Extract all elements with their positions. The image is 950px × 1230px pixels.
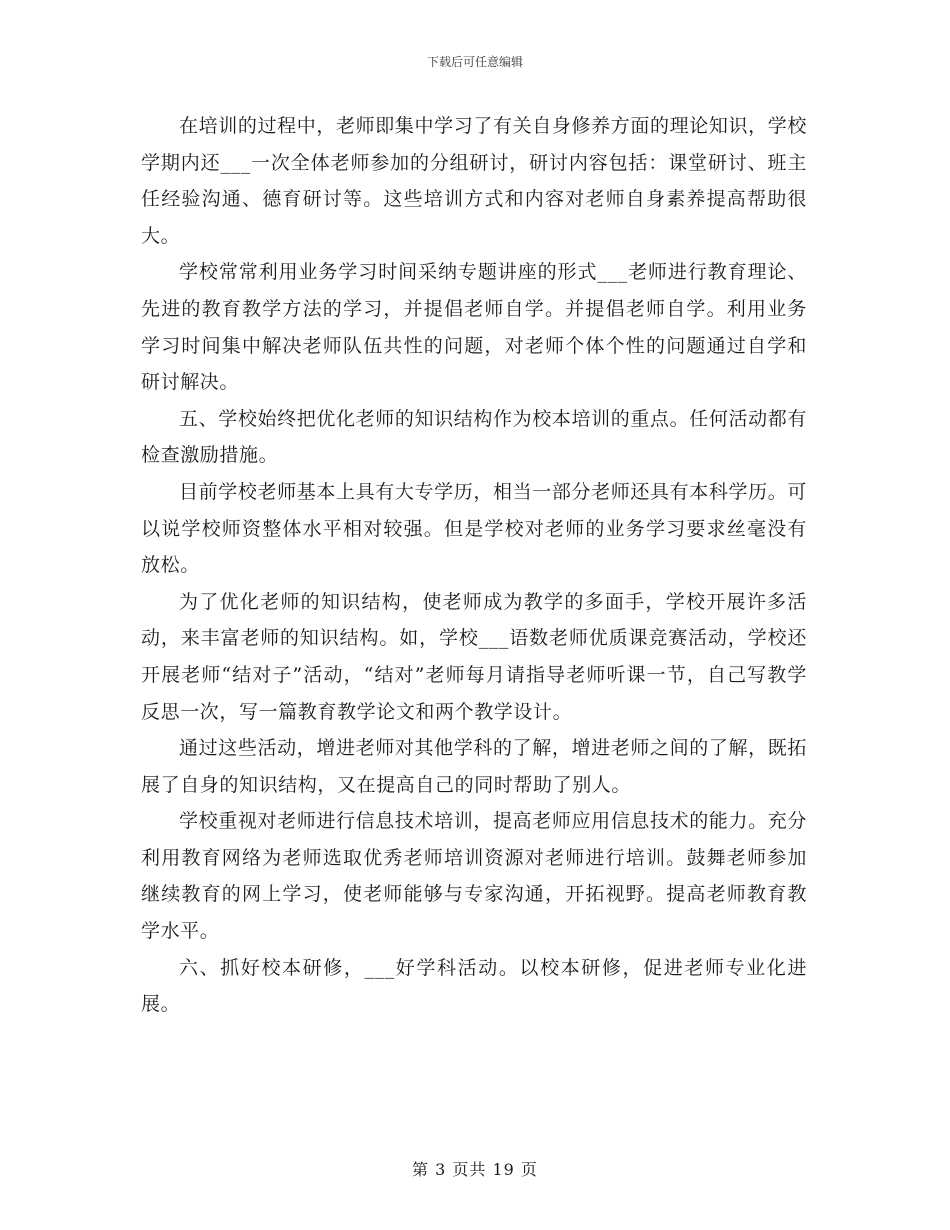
page-header: 下载后可任意编辑: [426, 55, 523, 69]
paragraph-section-six: 六、抓好校本研修，___好学科活动。以校本研修，促进老师专业化进展。: [141, 956, 807, 1016]
paragraph-lectures: 学校常常利用业务学习时间采纳专题讲座的形式___老师进行教育理论、先进的教育教学方法的学习，并提倡老师自学。并提倡老师自学。利用业务学习时间集中解决老师队伍共性的问题，对老师个体个性的问题通过自学和研讨解决。: [141, 261, 807, 394]
paragraph-teacher-qualifications: 目前学校老师基本上具有大专学历，相当一部分老师还具有本科学历。可以说学校师资整体水平相对较强。但是学校对老师的业务学习要求丝毫没有放松。: [141, 480, 807, 577]
page-footer: 第 3 页共 19 页: [412, 1160, 538, 1179]
paragraph-activities-result: 通过这些活动，增进老师对其他学科的了解，增进老师之间的了解，既拓展了自身的知识结构，又在提高自己的同时帮助了别人。: [141, 737, 807, 796]
paragraph-it-training: 学校重视对老师进行信息技术培训，提高老师应用信息技术的能力。充分利用教育网络为老师选取优秀老师培训资源对老师进行培训。鼓舞老师参加继续教育的网上学习，使老师能够与专家沟通，开拓视野。提高老师教育教学水平。: [141, 810, 807, 943]
paragraph-section-five: 五、学校始终把优化老师的知识结构作为校本培训的重点。任何活动都有检查激励措施。: [141, 407, 807, 467]
paragraph-knowledge-structure: 为了优化老师的知识结构，使老师成为教学的多面手，学校开展许多活动，来丰富老师的知识结构。如，学校___语数老师优质课竞赛活动，学校还开展老师“结对子”活动，“结对”老师每月请指导老师听课一节，自己写教学反思一次，写一篇教育教学论文和两个教学设计。: [141, 590, 807, 723]
paragraph-training-process: 在培训的过程中，老师即集中学习了有关自身修养方面的理论知识，学校学期内还___一次全体老师参加的分组研讨，研讨内容包括：课堂研讨、班主任经验沟通、德育研讨等。这些培训方式和内容对老师自身素养提高帮助很大。: [141, 115, 807, 247]
document-body: [141, 108, 807, 1023]
